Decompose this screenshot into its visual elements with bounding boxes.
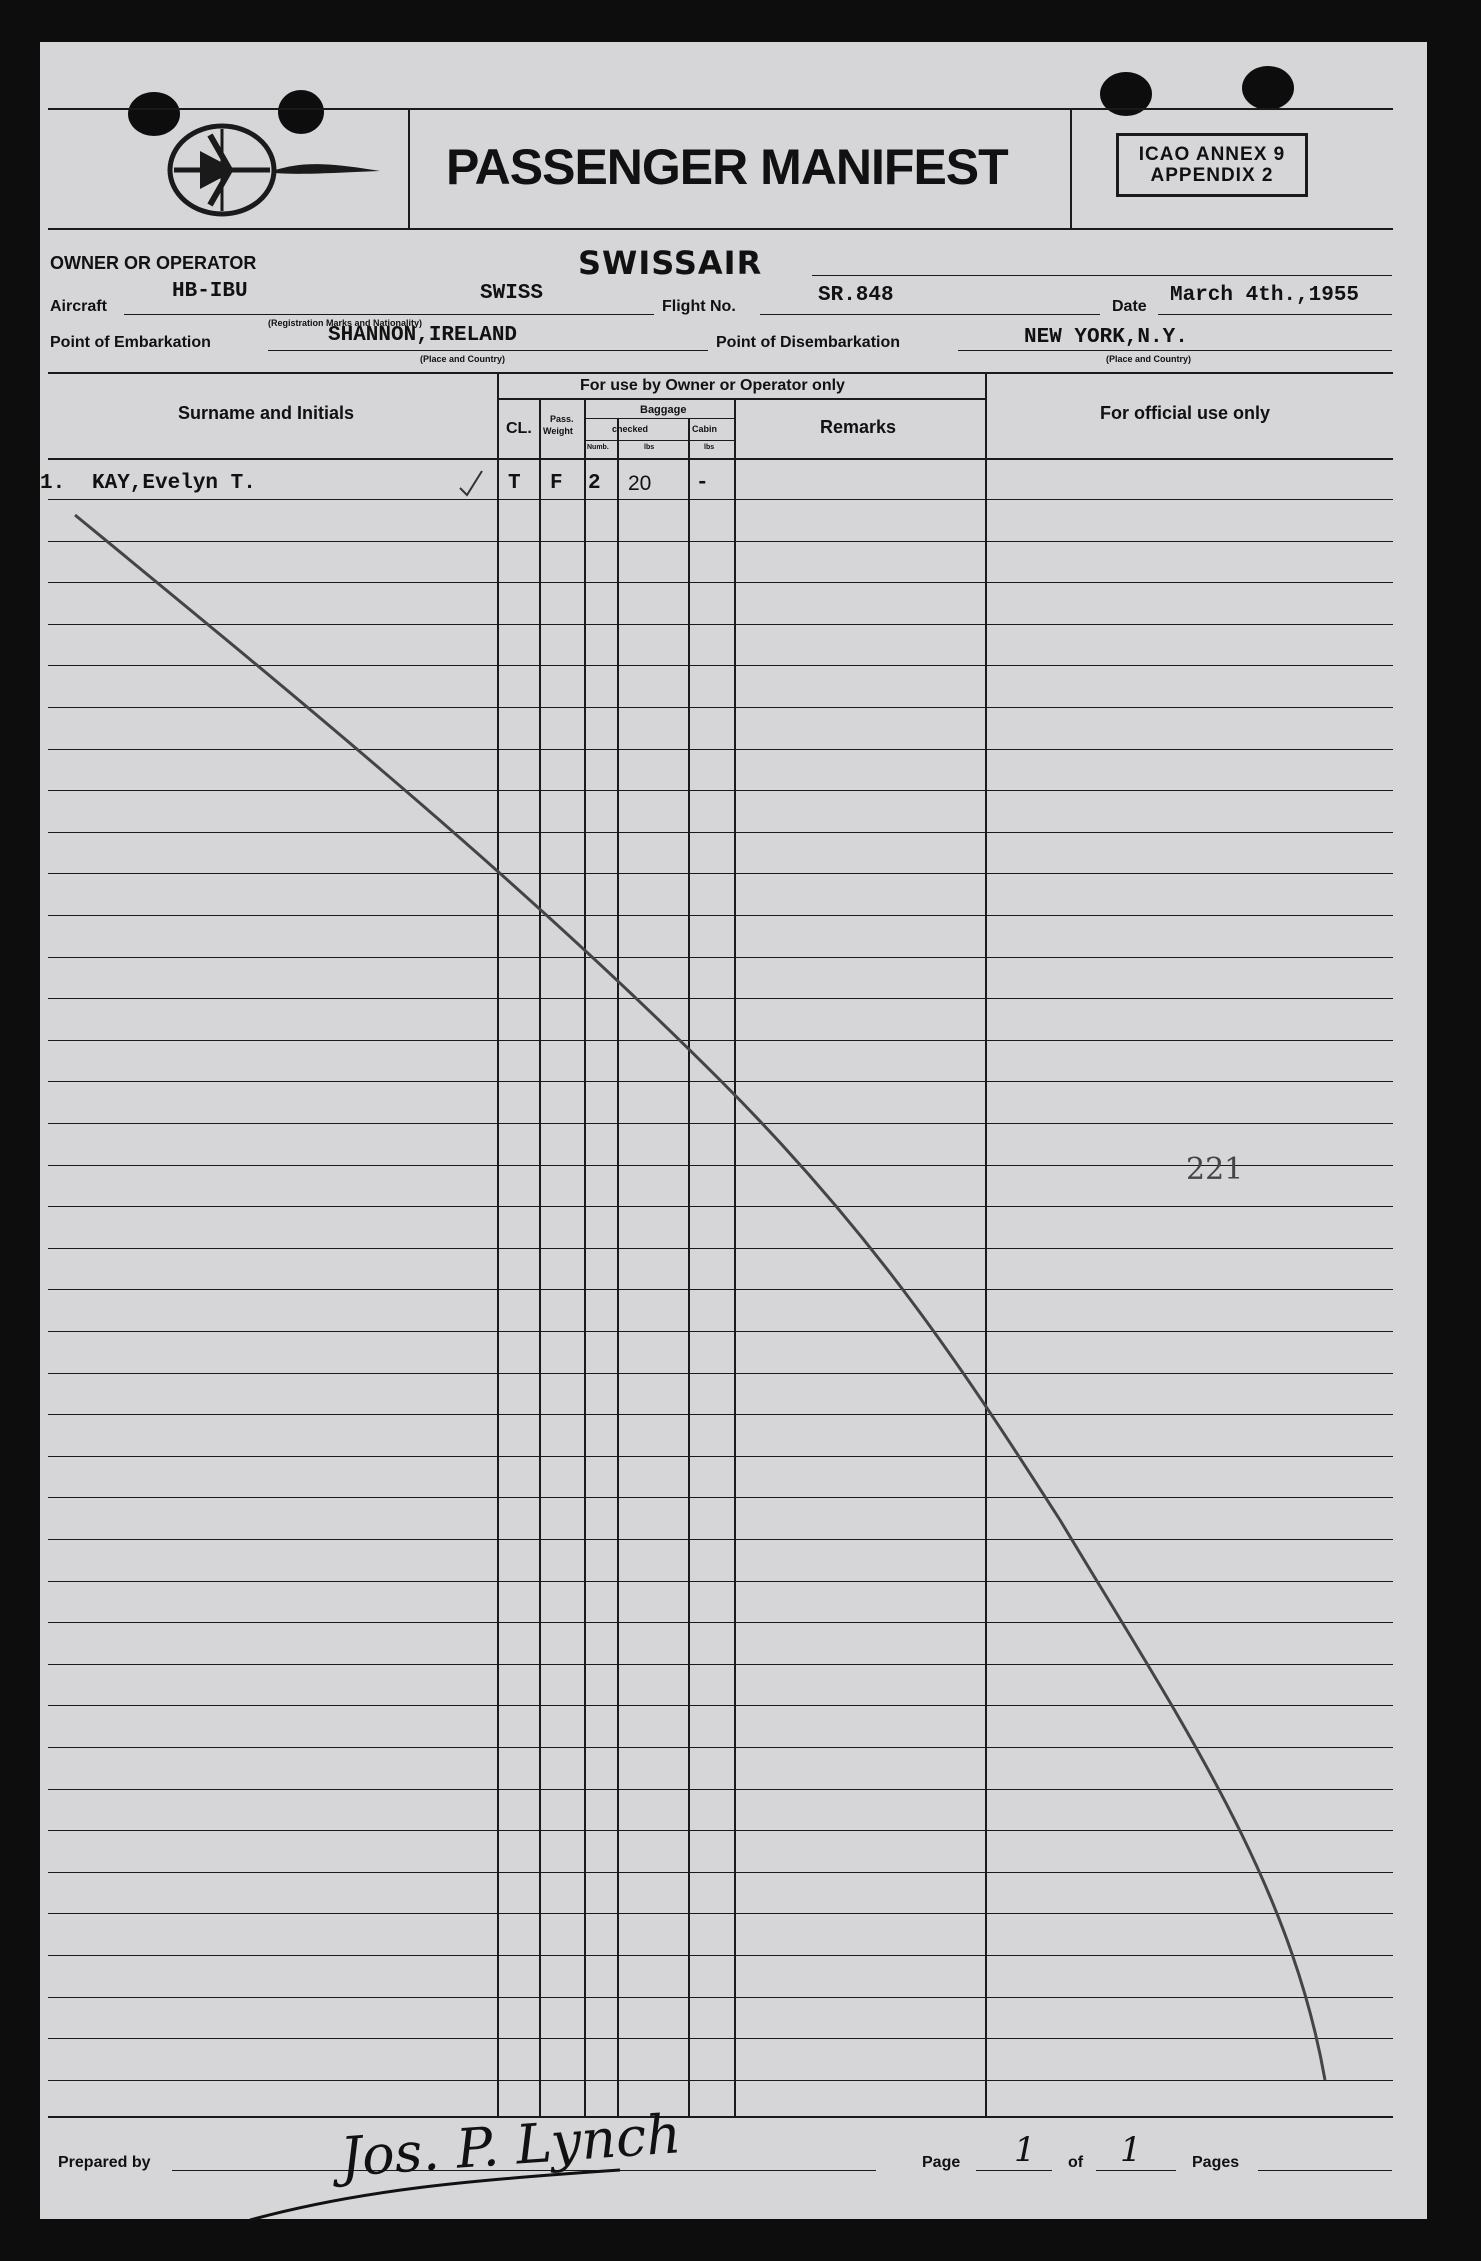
column-header-cabin: Cabin <box>692 424 718 434</box>
passenger-name: KAY,Evelyn T. <box>92 472 256 495</box>
embarkation-value: SHANNON,IRELAND <box>328 324 518 347</box>
cabin-lbs: - <box>696 472 709 495</box>
column-header-official: For official use only <box>1100 403 1271 423</box>
of-value: 1 <box>1120 2130 1142 2170</box>
registration-note: (Registration Marks and Nationality) <box>268 318 423 328</box>
column-header-checked: checked <box>612 424 649 434</box>
passenger-class: T <box>508 472 521 495</box>
column-header-class: CL. <box>506 420 532 437</box>
column-header-weight-1: Pass. <box>550 414 574 424</box>
prepared-label: Prepared by <box>58 2154 151 2171</box>
column-header-name: Surname and Initials <box>178 403 355 423</box>
icao-line-1: ICAO ANNEX 9 <box>1138 144 1286 165</box>
disembarkation-note: (Place and Country) <box>1106 354 1192 364</box>
column-header-weight-2: Weight <box>543 426 573 436</box>
passenger-weight: F <box>550 472 563 495</box>
page-title: PASSENGER MANIFEST <box>446 139 1008 195</box>
column-group-operator: For use by Owner or Operator only <box>580 377 845 394</box>
signature: Jos. P. Lynch <box>338 2102 683 2189</box>
column-header-baggage: Baggage <box>640 404 687 416</box>
baggage-lbs: 20 <box>628 472 652 495</box>
row-index: 1. <box>40 472 66 495</box>
date-value: March 4th.,1955 <box>1170 284 1360 307</box>
column-header-remarks: Remarks <box>820 417 897 437</box>
embarkation-note: (Place and Country) <box>420 354 506 364</box>
pages-label: Pages <box>1192 2154 1240 2171</box>
disembarkation-value: NEW YORK,N.Y. <box>1024 326 1188 349</box>
baggage-number: 2 <box>588 472 601 495</box>
page-label: Page <box>922 2154 961 2171</box>
aircraft-label: Aircraft <box>50 298 107 315</box>
flight-label: Flight No. <box>662 298 736 315</box>
icao-line-2: APPENDIX 2 <box>1150 165 1274 186</box>
of-label: of <box>1068 2154 1084 2171</box>
column-header-lbs: lbs <box>644 444 655 451</box>
signature-flourish <box>240 2150 640 2230</box>
page-value: 1 <box>1014 2130 1036 2170</box>
date-label: Date <box>1112 298 1147 315</box>
disembarkation-label: Point of Disembarkation <box>716 334 901 351</box>
embarkation-label: Point of Embarkation <box>50 334 211 351</box>
owner-value: SWISSAIR <box>578 244 763 282</box>
flight-value: SR.848 <box>818 284 894 307</box>
owner-label: OWNER OR OPERATOR <box>50 253 257 273</box>
official-note: 221 <box>1186 1152 1244 1187</box>
nationality-value: SWISS <box>480 282 544 305</box>
aircraft-value: HB-IBU <box>172 280 248 303</box>
column-header-cabin-lbs: lbs <box>704 444 715 451</box>
column-header-number: Numb. <box>587 444 609 451</box>
